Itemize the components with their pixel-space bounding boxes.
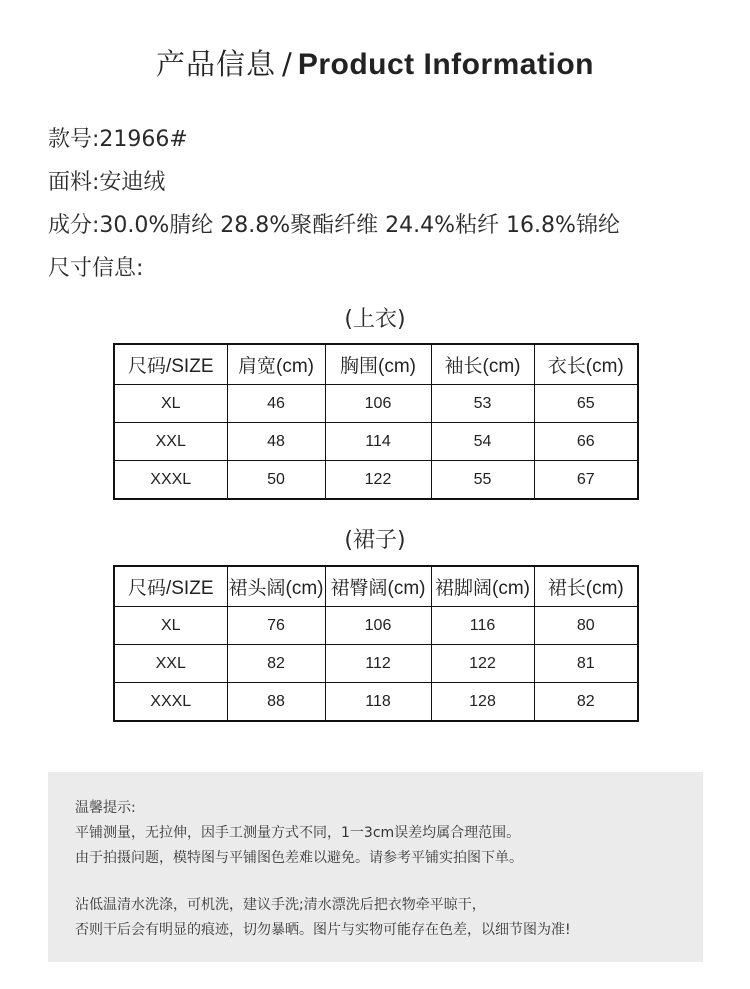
notes-heading: 温馨提示:	[75, 800, 136, 816]
table-cell: 66	[534, 423, 638, 461]
table-cell: 76	[227, 607, 325, 645]
table-cell: XXXL	[114, 683, 227, 722]
table-cell: 81	[534, 645, 638, 683]
table-cell: 48	[227, 423, 325, 461]
table-cell: 54	[431, 423, 534, 461]
table-cell: 122	[431, 645, 534, 683]
size-info-label: 尺寸信息:	[48, 256, 144, 281]
header-cell: 裙脚阔(cm)	[431, 566, 534, 607]
table-cell: 112	[325, 645, 431, 683]
table-cell: 67	[534, 461, 638, 500]
table-cell: 114	[325, 423, 431, 461]
skirt-table-subtitle: (裙子)	[344, 528, 406, 553]
table-cell: 50	[227, 461, 325, 500]
header-cell: 裙臀阔(cm)	[325, 566, 431, 607]
notes-line: 沾低温清水洗涤，可机洗，建议手洗;清水漂洗后把衣物牵平晾干，	[75, 897, 486, 913]
notes-line: 否则干后会有明显的痕迹，切勿暴晒。图片与实物可能存在色差，以细节图为准!	[75, 922, 571, 938]
table-row	[114, 385, 638, 423]
table-cell: XL	[114, 385, 227, 423]
composition-info: 成分:30.0%腈纶 28.8%聚酯纤维 24.4%粘纤 16.8%锦纶	[48, 213, 620, 238]
table-cell: 106	[325, 385, 431, 423]
header-cell: 尺码/SIZE	[114, 344, 227, 385]
table-cell: 88	[227, 683, 325, 722]
header-cell: 衣长(cm)	[534, 344, 638, 385]
table-row	[114, 461, 638, 500]
style-number: 款号:21966#	[48, 127, 188, 152]
table-cell: 82	[227, 645, 325, 683]
table-cell: 128	[431, 683, 534, 722]
header-cell: 裙头阔(cm)	[227, 566, 325, 607]
top-size-table	[113, 343, 639, 500]
table-cell: 55	[431, 461, 534, 500]
notes-line: 平铺测量，无拉伸，因手工测量方式不同，1一3cm误差均属合理范围。	[75, 825, 521, 841]
table-row	[114, 645, 638, 683]
table-cell: XXL	[114, 423, 227, 461]
table-row	[114, 607, 638, 645]
table-row	[114, 423, 638, 461]
header-cell: 肩宽(cm)	[227, 344, 325, 385]
skirt-size-table	[113, 565, 639, 722]
table-cell: 122	[325, 461, 431, 500]
top-table-subtitle: (上衣)	[344, 307, 406, 332]
header-cell: 裙长(cm)	[534, 566, 638, 607]
header-cell: 胸围(cm)	[325, 344, 431, 385]
table-header-row	[114, 344, 638, 385]
table-cell: 106	[325, 607, 431, 645]
header-cell: 袖长(cm)	[431, 344, 534, 385]
table-cell: XXL	[114, 645, 227, 683]
title-chinese: 产品信息	[156, 47, 277, 81]
care-notes-box	[48, 772, 703, 962]
table-row	[114, 683, 638, 722]
header-cell: 尺码/SIZE	[114, 566, 227, 607]
notes-line: 由于拍摄问题，模特图与平铺图色差难以避免。请参考平铺实拍图下单。	[75, 850, 523, 866]
fabric-info: 面料:安迪绒	[48, 170, 166, 195]
table-cell: 118	[325, 683, 431, 722]
table-cell: 82	[534, 683, 638, 722]
table-cell: 116	[431, 607, 534, 645]
table-cell: 65	[534, 385, 638, 423]
table-cell: XL	[114, 607, 227, 645]
title-english: Product Information	[297, 48, 594, 81]
table-cell: 46	[227, 385, 325, 423]
table-cell: 80	[534, 607, 638, 645]
page-title	[0, 42, 750, 83]
table-cell: XXXL	[114, 461, 227, 500]
table-header-row	[114, 566, 638, 607]
title-separator: /	[282, 47, 292, 81]
table-cell: 53	[431, 385, 534, 423]
